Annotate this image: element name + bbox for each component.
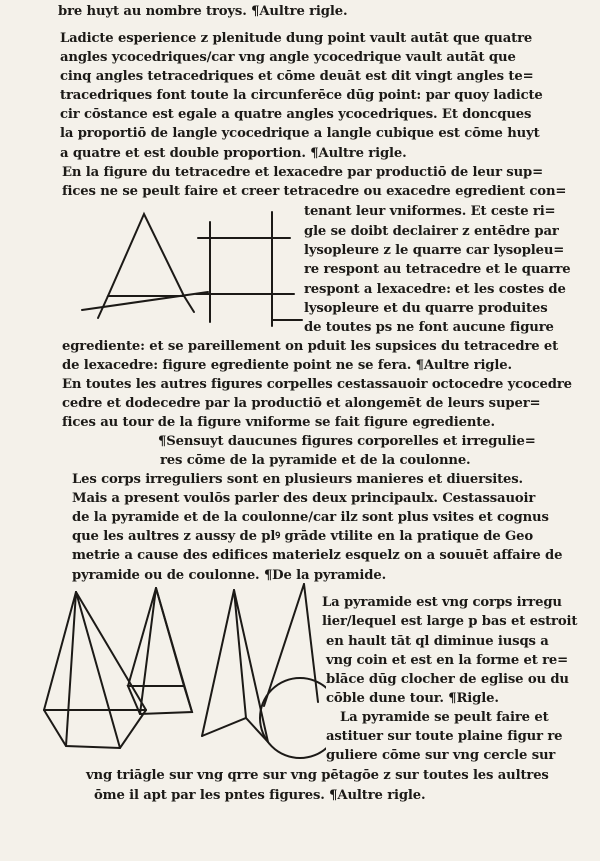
triangular-pyramid xyxy=(202,590,268,742)
text-line: lysopleure z le quarre car lysopleu= xyxy=(304,243,565,258)
text-line: de toutes ps ne font aucune figure xyxy=(304,320,554,335)
text-line: respont a lexacedre: et les costes de xyxy=(304,282,566,297)
text-line: re respont au tetracedre et le quarre xyxy=(304,262,571,277)
text-line: bre huyt au nombre troys. ¶Aultre rigle. xyxy=(58,4,348,19)
text-line: tracedriques font toute la circunferēce dūg point: par quoy ladicte xyxy=(60,88,543,103)
triangle-figure xyxy=(108,214,184,296)
text-line: la proportiō de langle ycocedrique a langle cubique est cōme huyt xyxy=(60,126,540,141)
text-line: que les aultres z aussy de plꝰ grāde vtilite en la pratique de Geo xyxy=(72,529,534,544)
text-line: cōble dune tour. ¶Rigle. xyxy=(326,691,499,706)
text-line: en hault tāt ql diminue iusqs a xyxy=(326,634,549,649)
text-line: En toutes les autres figures corpelles cestassauoir octocedre ycocedre xyxy=(62,377,572,392)
text-line: astituer sur toute plaine figur re xyxy=(326,729,563,744)
text-line: lier/lequel est large p bas et estroit xyxy=(322,614,578,629)
text-line: a quatre et est double proportion. ¶Aultre rigle. xyxy=(60,146,407,161)
text-line: lysopleure et du quarre produites xyxy=(304,301,548,316)
text-line: ōme il apt par les pntes figures. ¶Aultre rigle. xyxy=(94,788,426,803)
figure-triangle-and-square xyxy=(76,204,304,336)
triangle-base-extension xyxy=(82,292,208,310)
text-line: egrediente: et se pareillement on pduit les supsices du tetracedre et xyxy=(62,339,559,354)
text-line: vng coin et est en la forme et re= xyxy=(326,653,569,668)
text-line: Les corps irreguliers sont en plusieurs manieres et diuersites. xyxy=(72,472,523,487)
text-line: cinq angles tetracedriques et cōme deuāt est dit vingt angles te= xyxy=(60,69,534,84)
text-line: vng triāgle sur vng qrre sur vng pētagōe z sur toutes les aultres xyxy=(86,768,549,783)
text-line: fices ne se peult faire et creer tetracedre ou exacedre egredient con= xyxy=(62,184,567,199)
text-line: gle se doibt declairer z entēdre par xyxy=(304,224,559,239)
text-line: metrie a cause des edifices materielz esquelz on a souuēt affaire de xyxy=(72,548,563,563)
text-line: fices au tour de la figure vniforme se fait figure egrediente. xyxy=(62,415,495,430)
text-line: blāce dūg clocher de eglise ou du xyxy=(326,672,569,687)
text-line: angles ycocedriques/car vng angle ycocedrique vault autāt que xyxy=(60,50,516,65)
triangle-side-extension-right xyxy=(184,296,194,312)
text-line: de lexacedre: figure egrediente point ne se fera. ¶Aultre rigle. xyxy=(62,358,512,373)
text-line: guliere cōme sur vng cercle sur xyxy=(326,748,556,763)
pentagonal-pyramid xyxy=(44,592,146,748)
text-line: La pyramide se peult faire et xyxy=(340,710,549,725)
text-line: Ladicte esperience z plenitude dung point vault autāt que quatre xyxy=(60,31,533,46)
text-line: La pyramide est vng corps irregu xyxy=(322,595,562,610)
square-figure xyxy=(210,238,272,294)
text-line: cir cōstance est egale a quatre angles ycocedriques. Et doncques xyxy=(60,107,532,122)
cone-figure xyxy=(260,584,326,758)
text-line: tenant leur vniformes. Et ceste ri= xyxy=(304,204,556,219)
text-line: Mais a present voulōs parler des deux principaulx. Cestassauoir xyxy=(72,491,536,506)
figure-pyramids xyxy=(36,580,326,770)
text-line: cedre et dodecedre par la productiō et alongemēt de leurs super= xyxy=(62,396,541,411)
text-line: de la pyramide et de la coulonne/car ilz sont plus vsites et cognus xyxy=(72,510,549,525)
text-line: pyramide ou de coulonne. ¶De la pyramide. xyxy=(72,568,387,583)
text-line: ¶Sensuyt daucunes figures corporelles et irregulie= xyxy=(158,434,536,449)
text-line: En la figure du tetracedre et lexacedre par productiō de leur sup= xyxy=(62,165,543,180)
text-line: res cōme de la pyramide et de la coulonne. xyxy=(160,453,471,468)
